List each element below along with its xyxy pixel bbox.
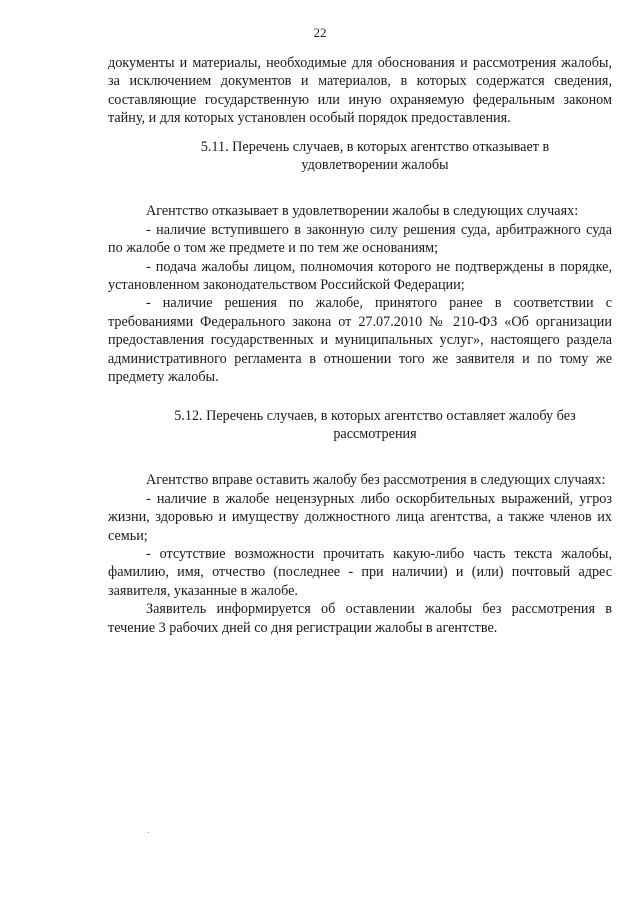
section-5-12-item: - наличие в жалобе нецензурных либо оскорбительных выражений, угроз жизни, здоровью и имуществу должностного лица агентства, а также членов их семьи; [108, 490, 612, 544]
section-5-11-item: - наличие вступившего в законную силу решения суда, арбитражного суда по жалобе о том же предмете и по тем же основаниям; [108, 221, 612, 257]
section-5-12-intro: Агентство вправе оставить жалобу без рассмотрения в следующих случаях: [146, 472, 606, 489]
section-5-12-closing: Заявитель информируется об оставлении жалобы без рассмотрения в течение 3 рабочих дней со дня регистрации жалобы в агентстве. [108, 601, 612, 636]
section-5-11-item: - подача жалобы лицом, полномочия которого не подтверждены в порядке, установленном законодательством Российской Федерации; [108, 258, 612, 294]
section-5-12-item: - отсутствие возможности прочитать какую-либо часть текста жалобы, фамилию, имя, отчество (последнее - при наличии) и (или) почтовый адрес заявителя, указанные в жалобе. [108, 545, 612, 599]
continuation-paragraph: документы и материалы, необходимые для обоснования и рассмотрения жалобы, за исключением документов и материалов, в которых содержатся сведения, составляющие государственную или иную охраняемую федеральным законом тайну, и для которых установлен особый порядок предоставления. [108, 55, 612, 127]
section-heading-5-11: 5.11. Перечень случаев, в которых агентство отказывает в удовлетворении жалобы [200, 138, 550, 174]
scan-speck [148, 832, 149, 833]
section-5-11-intro: Агентство отказывает в удовлетворении жалобы в следующих случаях: [146, 203, 579, 220]
document-body [108, 54, 612, 637]
section-heading-5-12: 5.12. Перечень случаев, в которых агентство оставляет жалобу без рассмотрения [174, 407, 576, 442]
section-5-11-item: - наличие решения по жалобе, принятого ранее в соответствии с требованиями Федерального закона от 27.07.2010 № 210-ФЗ «Об организации предоставления государственных и муниципальных услуг», настоящего раздела административного регламента в отношении того же заявителя и по тому же предмету жалобы. [108, 295, 612, 386]
page-number: 22 [313, 25, 327, 40]
